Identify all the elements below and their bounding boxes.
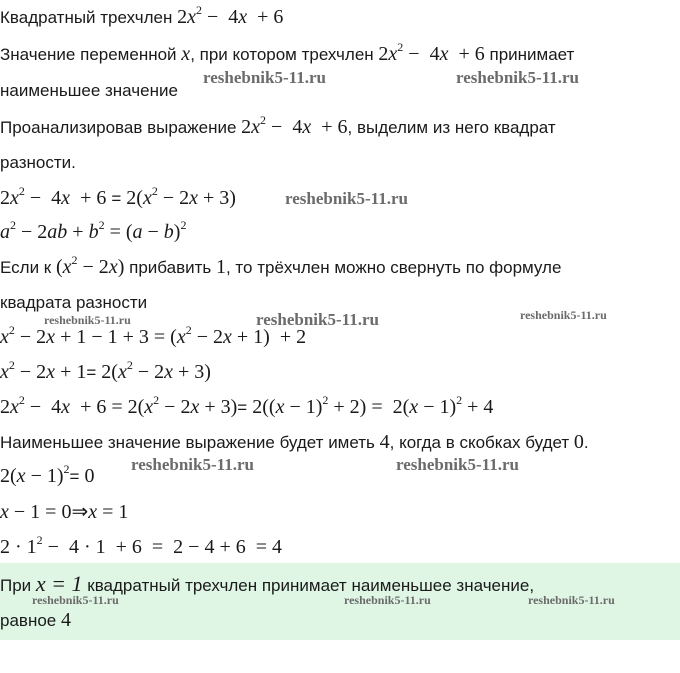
trinomial-expression: $2x^2 - 4x + 6$	[378, 40, 485, 65]
text-l4a: Проанализировав выражение	[0, 118, 237, 137]
question-line-2	[0, 80, 178, 102]
question-line-1	[0, 40, 575, 66]
text-ans-b: квадратный трехчлен принимает наименьшее значение,	[87, 576, 535, 595]
period: .	[583, 433, 589, 452]
math-four: 4	[60, 609, 71, 631]
text-l9: квадрата разности	[0, 293, 148, 312]
text-l4b: , выделим из него квадрат	[347, 118, 556, 137]
equation-solve-x: x − 1 = 0⇒x = 1	[0, 501, 129, 523]
watermark: reshebnik5-11.ru	[520, 308, 607, 322]
equation-final-form: $2x^2 - 4x + 6 = 2(x^2 - 2x + 3)= 2((x - 1)^2 + 2) = 2(x - 1)^2 + 4$	[0, 393, 494, 418]
text-ans-a: При	[0, 576, 32, 595]
text-l14b: , когда в скобках будет	[389, 433, 570, 452]
minimum-explanation	[0, 431, 589, 454]
watermark: reshebnik5-11.ru	[44, 313, 131, 327]
math-four: 4	[379, 431, 390, 453]
text-l2b: , при котором трехчлен	[190, 45, 374, 64]
text-ans-c: равное	[0, 611, 57, 630]
text-l2c: принимает	[489, 45, 575, 64]
watermark: reshebnik5-11.ru	[131, 455, 254, 474]
watermark: reshebnik5-11.ru	[32, 593, 119, 607]
expression-x2-2x: $(x^2 - 2x)$	[55, 253, 125, 278]
equation-add-subtract-one: $x^2 - 2x + 1 - 1 + 3 = (x^2 - 2x + 1) + 2$	[0, 323, 307, 348]
text-l14a: Наименьшее значение выражение будет иметь	[0, 433, 375, 452]
label-trinomial: Квадратный трехчлен	[0, 8, 173, 27]
text-l8b: прибавить	[129, 258, 212, 277]
watermark: reshebnik5-11.ru	[285, 189, 408, 208]
equation-bracket-zero: $2(x - 1)^2= 0$	[0, 462, 95, 487]
trinomial-expression: $2x^2 - 4x + 6$	[177, 3, 284, 28]
analysis-line-1	[0, 113, 556, 139]
math-x: x	[181, 43, 191, 65]
explanation-line-1	[0, 253, 562, 279]
math-x-eq-1: x = 1	[35, 571, 83, 596]
equation-evaluate: $2 \cdot 1^2 - 4 \cdot 1 + 6 = 2 - 4 + 6 = 4$	[0, 533, 283, 558]
equation-complete-square: $x^2 - 2x + 1= 2(x^2 - 2x + 3)$	[0, 358, 211, 383]
equation-factor-out: $2x^2 - 4x + 6 = 2(x^2 - 2x + 3)$	[0, 184, 236, 209]
math-zero: 0	[573, 431, 584, 453]
watermark: reshebnik5-11.ru	[256, 310, 379, 329]
watermark: reshebnik5-11.ru	[344, 593, 431, 607]
problem-statement	[0, 3, 284, 29]
explanation-line-2	[0, 292, 147, 314]
text-l8a: Если к	[0, 258, 52, 277]
analysis-line-2	[0, 152, 76, 174]
answer-line-2	[0, 609, 71, 632]
watermark: reshebnik5-11.ru	[396, 455, 519, 474]
watermark: reshebnik5-11.ru	[203, 68, 326, 87]
text-l8c: , то трёхчлен можно свернуть по формуле	[225, 258, 562, 277]
text-l5: разности.	[0, 153, 76, 172]
math-one: 1	[215, 256, 226, 278]
text-l3: наименьшее значение	[0, 81, 178, 100]
text-l2a: Значение переменной	[0, 45, 177, 64]
watermark: reshebnik5-11.ru	[456, 68, 579, 87]
formula-square-difference: $a^2 - 2ab + b^2 = (a - b)^2$	[0, 218, 187, 243]
trinomial-expression: $2x^2 - 4x + 6$	[241, 113, 348, 138]
watermark: reshebnik5-11.ru	[528, 593, 615, 607]
